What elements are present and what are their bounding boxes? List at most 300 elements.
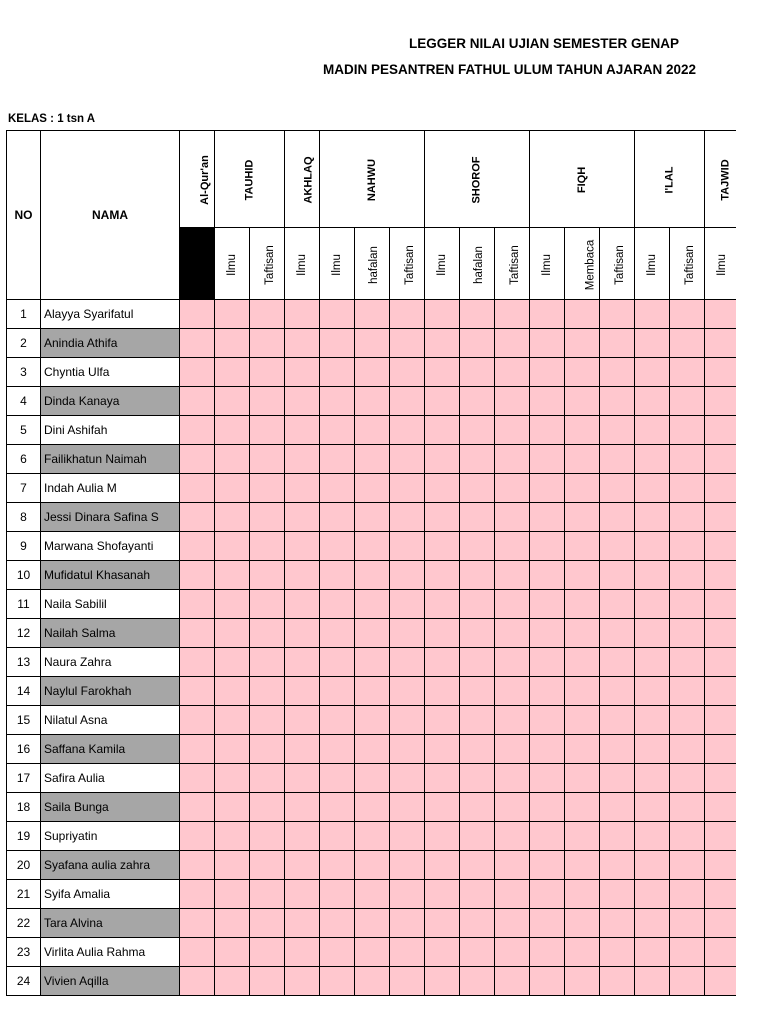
score-cell[interactable]	[320, 909, 355, 938]
score-cell[interactable]	[320, 735, 355, 764]
score-cell[interactable]	[215, 648, 250, 677]
score-cell[interactable]	[460, 561, 495, 590]
score-cell[interactable]	[565, 967, 600, 996]
score-cell[interactable]	[530, 677, 565, 706]
score-cell[interactable]	[495, 358, 530, 387]
score-cell[interactable]	[180, 532, 215, 561]
score-cell[interactable]	[705, 619, 736, 648]
score-cell[interactable]	[460, 619, 495, 648]
score-cell[interactable]	[285, 851, 320, 880]
score-cell[interactable]	[285, 474, 320, 503]
score-cell[interactable]	[285, 706, 320, 735]
score-cell[interactable]	[670, 590, 705, 619]
score-cell[interactable]	[390, 561, 425, 590]
score-cell[interactable]	[180, 416, 215, 445]
score-cell[interactable]	[320, 793, 355, 822]
score-cell[interactable]	[530, 329, 565, 358]
score-cell[interactable]	[705, 764, 736, 793]
score-cell[interactable]	[355, 909, 390, 938]
score-cell[interactable]	[495, 909, 530, 938]
score-cell[interactable]	[355, 880, 390, 909]
score-cell[interactable]	[320, 677, 355, 706]
score-cell[interactable]	[180, 474, 215, 503]
score-cell[interactable]	[600, 329, 635, 358]
score-cell[interactable]	[425, 851, 460, 880]
score-cell[interactable]	[425, 590, 460, 619]
score-cell[interactable]	[530, 967, 565, 996]
score-cell[interactable]	[705, 851, 736, 880]
score-cell[interactable]	[390, 416, 425, 445]
score-cell[interactable]	[530, 358, 565, 387]
score-cell[interactable]	[425, 677, 460, 706]
score-cell[interactable]	[355, 938, 390, 967]
score-cell[interactable]	[635, 909, 670, 938]
score-cell[interactable]	[425, 764, 460, 793]
score-cell[interactable]	[530, 909, 565, 938]
score-cell[interactable]	[215, 532, 250, 561]
score-cell[interactable]	[425, 445, 460, 474]
score-cell[interactable]	[390, 938, 425, 967]
score-cell[interactable]	[670, 503, 705, 532]
score-cell[interactable]	[495, 648, 530, 677]
score-cell[interactable]	[425, 387, 460, 416]
score-cell[interactable]	[495, 561, 530, 590]
score-cell[interactable]	[530, 300, 565, 329]
score-cell[interactable]	[390, 503, 425, 532]
score-cell[interactable]	[670, 677, 705, 706]
score-cell[interactable]	[250, 387, 285, 416]
score-cell[interactable]	[635, 967, 670, 996]
score-cell[interactable]	[180, 880, 215, 909]
score-cell[interactable]	[460, 416, 495, 445]
score-cell[interactable]	[495, 387, 530, 416]
score-cell[interactable]	[600, 416, 635, 445]
score-cell[interactable]	[355, 822, 390, 851]
score-cell[interactable]	[425, 329, 460, 358]
score-cell[interactable]	[635, 735, 670, 764]
score-cell[interactable]	[180, 358, 215, 387]
score-cell[interactable]	[600, 706, 635, 735]
score-cell[interactable]	[635, 561, 670, 590]
score-cell[interactable]	[215, 706, 250, 735]
score-cell[interactable]	[530, 851, 565, 880]
score-cell[interactable]	[635, 358, 670, 387]
score-cell[interactable]	[495, 735, 530, 764]
score-cell[interactable]	[495, 822, 530, 851]
score-cell[interactable]	[355, 967, 390, 996]
score-cell[interactable]	[495, 445, 530, 474]
score-cell[interactable]	[495, 880, 530, 909]
score-cell[interactable]	[425, 735, 460, 764]
score-cell[interactable]	[705, 967, 736, 996]
score-cell[interactable]	[390, 822, 425, 851]
score-cell[interactable]	[250, 851, 285, 880]
score-cell[interactable]	[180, 764, 215, 793]
score-cell[interactable]	[425, 300, 460, 329]
score-cell[interactable]	[180, 300, 215, 329]
score-cell[interactable]	[600, 967, 635, 996]
score-cell[interactable]	[215, 561, 250, 590]
score-cell[interactable]	[215, 735, 250, 764]
score-cell[interactable]	[250, 938, 285, 967]
score-cell[interactable]	[495, 503, 530, 532]
score-cell[interactable]	[670, 735, 705, 764]
score-cell[interactable]	[215, 909, 250, 938]
score-cell[interactable]	[460, 648, 495, 677]
score-cell[interactable]	[495, 329, 530, 358]
score-cell[interactable]	[565, 938, 600, 967]
score-cell[interactable]	[565, 735, 600, 764]
score-cell[interactable]	[250, 735, 285, 764]
score-cell[interactable]	[215, 329, 250, 358]
score-cell[interactable]	[320, 822, 355, 851]
score-cell[interactable]	[425, 880, 460, 909]
score-cell[interactable]	[670, 387, 705, 416]
score-cell[interactable]	[320, 503, 355, 532]
score-cell[interactable]	[180, 445, 215, 474]
score-cell[interactable]	[180, 619, 215, 648]
score-cell[interactable]	[320, 532, 355, 561]
score-cell[interactable]	[320, 619, 355, 648]
score-cell[interactable]	[460, 503, 495, 532]
score-cell[interactable]	[425, 648, 460, 677]
score-cell[interactable]	[565, 532, 600, 561]
score-cell[interactable]	[390, 300, 425, 329]
score-cell[interactable]	[250, 300, 285, 329]
score-cell[interactable]	[530, 880, 565, 909]
score-cell[interactable]	[425, 909, 460, 938]
score-cell[interactable]	[320, 938, 355, 967]
score-cell[interactable]	[250, 329, 285, 358]
score-cell[interactable]	[320, 851, 355, 880]
score-cell[interactable]	[495, 967, 530, 996]
score-cell[interactable]	[530, 938, 565, 967]
score-cell[interactable]	[285, 677, 320, 706]
score-cell[interactable]	[285, 590, 320, 619]
score-cell[interactable]	[355, 503, 390, 532]
score-cell[interactable]	[285, 619, 320, 648]
score-cell[interactable]	[285, 329, 320, 358]
score-cell[interactable]	[250, 764, 285, 793]
score-cell[interactable]	[705, 590, 736, 619]
score-cell[interactable]	[565, 822, 600, 851]
score-cell[interactable]	[635, 938, 670, 967]
score-cell[interactable]	[425, 706, 460, 735]
score-cell[interactable]	[705, 706, 736, 735]
score-cell[interactable]	[355, 300, 390, 329]
score-cell[interactable]	[180, 706, 215, 735]
score-cell[interactable]	[285, 416, 320, 445]
score-cell[interactable]	[390, 648, 425, 677]
score-cell[interactable]	[320, 358, 355, 387]
score-cell[interactable]	[390, 445, 425, 474]
score-cell[interactable]	[425, 503, 460, 532]
score-cell[interactable]	[460, 387, 495, 416]
score-cell[interactable]	[670, 967, 705, 996]
score-cell[interactable]	[460, 822, 495, 851]
score-cell[interactable]	[285, 822, 320, 851]
score-cell[interactable]	[670, 561, 705, 590]
score-cell[interactable]	[390, 387, 425, 416]
score-cell[interactable]	[320, 648, 355, 677]
score-cell[interactable]	[565, 851, 600, 880]
score-cell[interactable]	[495, 851, 530, 880]
score-cell[interactable]	[355, 590, 390, 619]
score-cell[interactable]	[705, 793, 736, 822]
score-cell[interactable]	[390, 619, 425, 648]
score-cell[interactable]	[460, 764, 495, 793]
score-cell[interactable]	[460, 851, 495, 880]
score-cell[interactable]	[355, 648, 390, 677]
score-cell[interactable]	[250, 619, 285, 648]
score-cell[interactable]	[390, 967, 425, 996]
score-cell[interactable]	[180, 648, 215, 677]
score-cell[interactable]	[705, 387, 736, 416]
score-cell[interactable]	[460, 677, 495, 706]
score-cell[interactable]	[250, 822, 285, 851]
score-cell[interactable]	[670, 938, 705, 967]
score-cell[interactable]	[390, 851, 425, 880]
score-cell[interactable]	[425, 938, 460, 967]
score-cell[interactable]	[705, 445, 736, 474]
score-cell[interactable]	[565, 764, 600, 793]
score-cell[interactable]	[355, 445, 390, 474]
score-cell[interactable]	[285, 387, 320, 416]
score-cell[interactable]	[320, 706, 355, 735]
score-cell[interactable]	[180, 822, 215, 851]
score-cell[interactable]	[705, 822, 736, 851]
score-cell[interactable]	[530, 822, 565, 851]
score-cell[interactable]	[495, 532, 530, 561]
score-cell[interactable]	[600, 851, 635, 880]
score-cell[interactable]	[215, 938, 250, 967]
score-cell[interactable]	[495, 416, 530, 445]
score-cell[interactable]	[215, 764, 250, 793]
score-cell[interactable]	[635, 590, 670, 619]
score-cell[interactable]	[565, 387, 600, 416]
score-cell[interactable]	[460, 445, 495, 474]
score-cell[interactable]	[460, 590, 495, 619]
score-cell[interactable]	[180, 851, 215, 880]
score-cell[interactable]	[250, 532, 285, 561]
score-cell[interactable]	[215, 677, 250, 706]
score-cell[interactable]	[565, 445, 600, 474]
score-cell[interactable]	[215, 445, 250, 474]
score-cell[interactable]	[355, 677, 390, 706]
score-cell[interactable]	[215, 474, 250, 503]
score-cell[interactable]	[600, 445, 635, 474]
score-cell[interactable]	[635, 532, 670, 561]
score-cell[interactable]	[250, 474, 285, 503]
score-cell[interactable]	[390, 764, 425, 793]
score-cell[interactable]	[600, 822, 635, 851]
score-cell[interactable]	[705, 677, 736, 706]
score-cell[interactable]	[285, 648, 320, 677]
score-cell[interactable]	[670, 416, 705, 445]
score-cell[interactable]	[705, 300, 736, 329]
score-cell[interactable]	[180, 561, 215, 590]
score-cell[interactable]	[390, 590, 425, 619]
score-cell[interactable]	[600, 561, 635, 590]
score-cell[interactable]	[250, 880, 285, 909]
score-cell[interactable]	[285, 909, 320, 938]
score-cell[interactable]	[250, 706, 285, 735]
score-cell[interactable]	[530, 416, 565, 445]
score-cell[interactable]	[285, 300, 320, 329]
score-cell[interactable]	[600, 300, 635, 329]
score-cell[interactable]	[635, 822, 670, 851]
score-cell[interactable]	[600, 503, 635, 532]
score-cell[interactable]	[215, 880, 250, 909]
score-cell[interactable]	[215, 793, 250, 822]
score-cell[interactable]	[565, 677, 600, 706]
score-cell[interactable]	[250, 793, 285, 822]
score-cell[interactable]	[530, 532, 565, 561]
score-cell[interactable]	[635, 445, 670, 474]
score-cell[interactable]	[705, 648, 736, 677]
score-cell[interactable]	[285, 793, 320, 822]
score-cell[interactable]	[635, 300, 670, 329]
score-cell[interactable]	[250, 967, 285, 996]
score-cell[interactable]	[180, 387, 215, 416]
score-cell[interactable]	[320, 880, 355, 909]
score-cell[interactable]	[495, 793, 530, 822]
score-cell[interactable]	[495, 590, 530, 619]
score-cell[interactable]	[565, 619, 600, 648]
score-cell[interactable]	[460, 880, 495, 909]
score-cell[interactable]	[460, 735, 495, 764]
score-cell[interactable]	[215, 967, 250, 996]
score-cell[interactable]	[215, 387, 250, 416]
score-cell[interactable]	[215, 503, 250, 532]
score-cell[interactable]	[285, 503, 320, 532]
score-cell[interactable]	[390, 793, 425, 822]
score-cell[interactable]	[460, 793, 495, 822]
score-cell[interactable]	[215, 300, 250, 329]
score-cell[interactable]	[460, 938, 495, 967]
score-cell[interactable]	[530, 474, 565, 503]
score-cell[interactable]	[355, 358, 390, 387]
score-cell[interactable]	[635, 793, 670, 822]
score-cell[interactable]	[460, 706, 495, 735]
score-cell[interactable]	[390, 532, 425, 561]
score-cell[interactable]	[425, 358, 460, 387]
score-cell[interactable]	[180, 503, 215, 532]
score-cell[interactable]	[355, 329, 390, 358]
score-cell[interactable]	[530, 706, 565, 735]
score-cell[interactable]	[600, 387, 635, 416]
score-cell[interactable]	[285, 938, 320, 967]
score-cell[interactable]	[425, 474, 460, 503]
score-cell[interactable]	[565, 793, 600, 822]
score-cell[interactable]	[705, 561, 736, 590]
score-cell[interactable]	[530, 793, 565, 822]
score-cell[interactable]	[565, 300, 600, 329]
score-cell[interactable]	[355, 416, 390, 445]
score-cell[interactable]	[250, 561, 285, 590]
score-cell[interactable]	[250, 909, 285, 938]
score-cell[interactable]	[565, 590, 600, 619]
score-cell[interactable]	[250, 590, 285, 619]
score-cell[interactable]	[600, 764, 635, 793]
score-cell[interactable]	[635, 764, 670, 793]
score-cell[interactable]	[635, 416, 670, 445]
score-cell[interactable]	[390, 909, 425, 938]
score-cell[interactable]	[180, 909, 215, 938]
score-cell[interactable]	[670, 764, 705, 793]
score-cell[interactable]	[390, 735, 425, 764]
score-cell[interactable]	[355, 764, 390, 793]
score-cell[interactable]	[390, 474, 425, 503]
score-cell[interactable]	[215, 590, 250, 619]
score-cell[interactable]	[635, 648, 670, 677]
score-cell[interactable]	[180, 967, 215, 996]
score-cell[interactable]	[670, 706, 705, 735]
score-cell[interactable]	[530, 503, 565, 532]
score-cell[interactable]	[705, 503, 736, 532]
score-cell[interactable]	[215, 619, 250, 648]
score-cell[interactable]	[670, 358, 705, 387]
score-cell[interactable]	[530, 648, 565, 677]
score-cell[interactable]	[600, 358, 635, 387]
score-cell[interactable]	[565, 474, 600, 503]
score-cell[interactable]	[390, 706, 425, 735]
score-cell[interactable]	[425, 619, 460, 648]
score-cell[interactable]	[390, 880, 425, 909]
score-cell[interactable]	[180, 677, 215, 706]
score-cell[interactable]	[285, 735, 320, 764]
score-cell[interactable]	[530, 735, 565, 764]
score-cell[interactable]	[495, 474, 530, 503]
score-cell[interactable]	[705, 938, 736, 967]
score-cell[interactable]	[670, 619, 705, 648]
score-cell[interactable]	[495, 764, 530, 793]
score-cell[interactable]	[565, 329, 600, 358]
score-cell[interactable]	[390, 677, 425, 706]
score-cell[interactable]	[285, 532, 320, 561]
score-cell[interactable]	[670, 880, 705, 909]
score-cell[interactable]	[670, 851, 705, 880]
score-cell[interactable]	[600, 474, 635, 503]
score-cell[interactable]	[250, 503, 285, 532]
score-cell[interactable]	[705, 474, 736, 503]
score-cell[interactable]	[355, 619, 390, 648]
score-cell[interactable]	[285, 358, 320, 387]
score-cell[interactable]	[670, 532, 705, 561]
score-cell[interactable]	[215, 851, 250, 880]
score-cell[interactable]	[425, 532, 460, 561]
score-cell[interactable]	[215, 358, 250, 387]
score-cell[interactable]	[320, 416, 355, 445]
score-cell[interactable]	[285, 764, 320, 793]
score-cell[interactable]	[600, 590, 635, 619]
score-cell[interactable]	[670, 648, 705, 677]
score-cell[interactable]	[565, 503, 600, 532]
score-cell[interactable]	[390, 329, 425, 358]
score-cell[interactable]	[530, 764, 565, 793]
score-cell[interactable]	[215, 822, 250, 851]
score-cell[interactable]	[635, 851, 670, 880]
score-cell[interactable]	[530, 619, 565, 648]
score-cell[interactable]	[600, 793, 635, 822]
score-cell[interactable]	[250, 358, 285, 387]
score-cell[interactable]	[180, 938, 215, 967]
score-cell[interactable]	[565, 880, 600, 909]
score-cell[interactable]	[320, 764, 355, 793]
score-cell[interactable]	[565, 706, 600, 735]
score-cell[interactable]	[460, 909, 495, 938]
score-cell[interactable]	[355, 793, 390, 822]
